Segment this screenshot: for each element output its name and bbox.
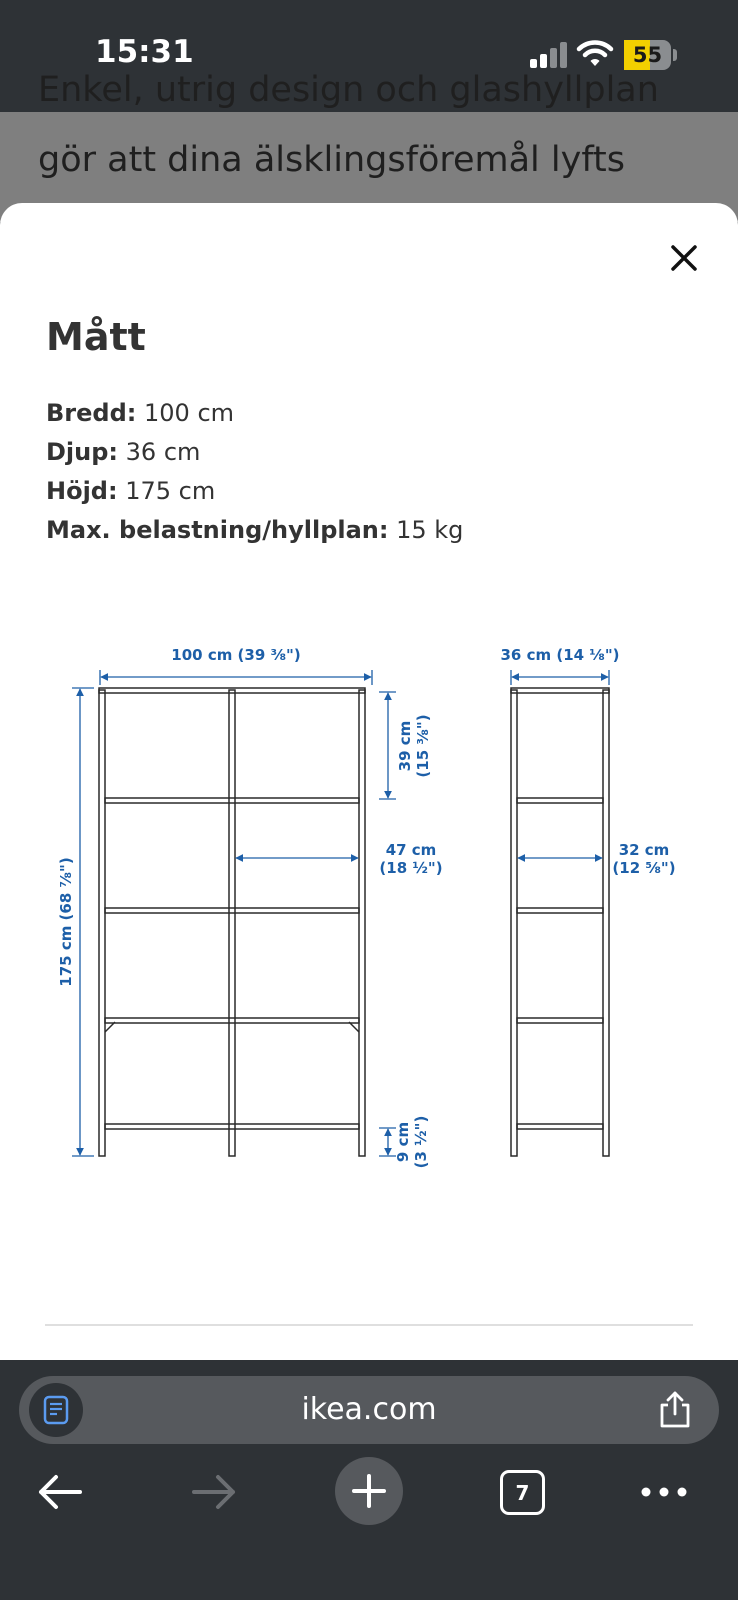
spec-value: 100 cm <box>136 399 235 427</box>
total-height-label: 175 cm (68 ⅞") <box>57 857 75 987</box>
spec-label: Djup: <box>46 438 119 466</box>
reader-button[interactable] <box>29 1383 83 1437</box>
sheet-title: Mått <box>46 315 146 359</box>
back-arrow-icon[interactable] <box>36 1472 84 1512</box>
background-text-line: Enkel, utrig design och glashyllplan <box>38 70 659 110</box>
more-icon[interactable] <box>640 1480 688 1504</box>
spec-list <box>46 399 463 555</box>
tabs-button[interactable]: 7 <box>500 1470 545 1515</box>
reader-icon <box>43 1395 69 1425</box>
divider <box>45 1324 693 1326</box>
bottom-gap-label: 9 cm <box>394 1121 412 1163</box>
dimensions-sheet <box>0 203 738 1360</box>
wifi-icon <box>577 38 613 68</box>
spec-row-depth <box>46 438 463 477</box>
inner-width-label: (18 ½") <box>379 859 443 877</box>
spec-value: 15 kg <box>388 516 464 544</box>
spec-row-width <box>46 399 463 438</box>
spec-value: 175 cm <box>117 477 216 505</box>
spec-label: Max. belastning/hyllplan: <box>46 516 389 544</box>
shelf-gap-label: 39 cm <box>396 720 414 772</box>
address-bar[interactable] <box>19 1376 719 1444</box>
inner-depth-label: (12 ⅝") <box>612 859 676 877</box>
browser-toolbar <box>0 1360 738 1600</box>
inner-depth-label: 32 cm <box>618 841 670 859</box>
front-width-label: 100 cm (39 ⅜") <box>171 646 301 664</box>
close-button[interactable] <box>662 236 706 280</box>
shelf-gap-label: (15 ⅜") <box>414 714 432 778</box>
spec-row-height <box>46 477 463 516</box>
side-depth-label: 36 cm (14 ⅛") <box>500 646 620 664</box>
spec-row-max-load <box>46 516 463 555</box>
front-view-shelf <box>99 688 365 1156</box>
close-icon <box>670 244 698 272</box>
cellular-signal-icon <box>530 42 568 68</box>
bottom-gap-label: (3 ½") <box>412 1115 430 1169</box>
spec-label: Höjd: <box>46 477 118 505</box>
spec-value: 36 cm <box>118 438 201 466</box>
forward-arrow-icon[interactable] <box>190 1472 238 1512</box>
plus-icon <box>351 1473 387 1509</box>
share-icon[interactable] <box>655 1390 695 1430</box>
side-view-shelf <box>511 688 609 1156</box>
new-tab-button[interactable] <box>335 1457 403 1525</box>
spec-label: Bredd: <box>46 399 137 427</box>
battery-level: 55 <box>632 43 663 67</box>
battery-indicator <box>624 40 676 70</box>
status-time: 15:31 <box>95 34 194 70</box>
background-text-line: gör att dina älsklingsföremål lyfts <box>38 140 626 180</box>
inner-width-label: 47 cm <box>385 841 437 859</box>
dimension-diagram <box>50 630 690 1190</box>
url-text[interactable]: ikea.com <box>301 1392 437 1427</box>
